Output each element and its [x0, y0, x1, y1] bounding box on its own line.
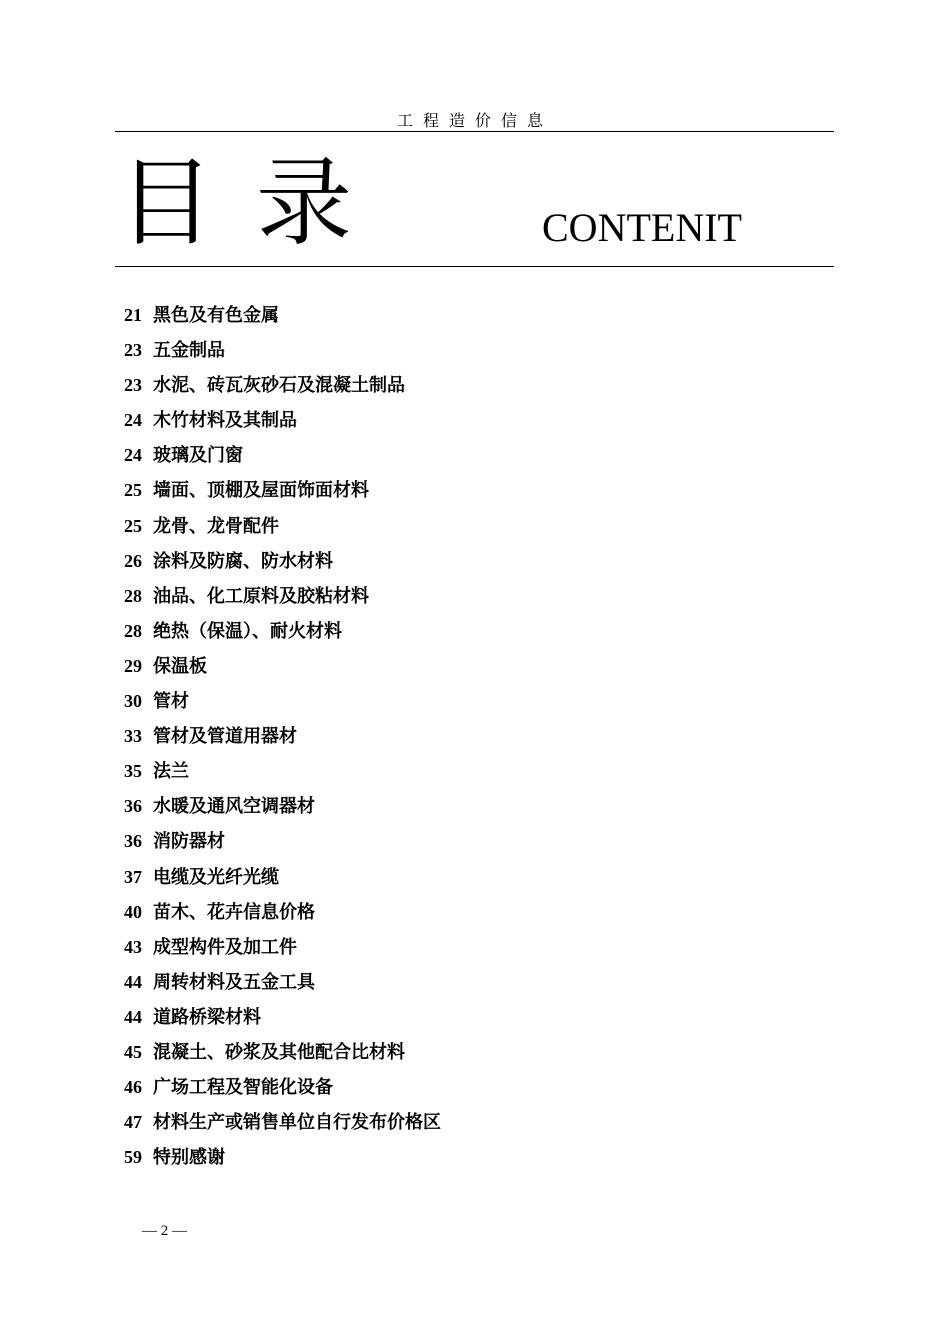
- toc-entry[interactable]: [124, 1035, 824, 1070]
- toc-entry-title: 绝热（保温）、耐火材料: [153, 620, 342, 642]
- toc-page-number: 44: [124, 1006, 142, 1027]
- toc-page-number: 25: [124, 480, 142, 501]
- table-of-contents: [124, 298, 824, 1175]
- toc-entry[interactable]: [124, 544, 824, 579]
- toc-page-number: 35: [124, 761, 142, 782]
- toc-page-number: 25: [124, 515, 142, 536]
- toc-page-number: 33: [124, 726, 142, 747]
- toc-entry[interactable]: [124, 1105, 824, 1140]
- toc-entry-title: 水暖及通风空调器材: [153, 796, 315, 818]
- toc-entry-title: 墙面、顶棚及屋面饰面材料: [153, 480, 369, 502]
- toc-page-number: 45: [124, 1041, 142, 1062]
- toc-entry[interactable]: [124, 298, 824, 333]
- toc-entry-title: 管材及管道用器材: [153, 726, 297, 748]
- toc-entry-title: 水泥、砖瓦灰砂石及混凝土制品: [153, 375, 405, 397]
- toc-page-number: 23: [124, 340, 142, 361]
- toc-entry[interactable]: [124, 1140, 824, 1175]
- toc-page-number: 37: [124, 866, 142, 887]
- toc-entry-title: 消防器材: [153, 831, 225, 853]
- toc-entry[interactable]: [124, 965, 824, 1000]
- toc-entry-title: 法兰: [153, 761, 189, 783]
- toc-page-number: 29: [124, 655, 142, 676]
- toc-page-number: 28: [124, 585, 142, 606]
- header-rule: [115, 131, 834, 132]
- running-header: 工程造价信息: [396, 111, 553, 130]
- toc-page-number: 23: [124, 375, 142, 396]
- toc-page-number: 43: [124, 936, 142, 957]
- toc-page-number: 21: [124, 305, 142, 325]
- toc-page-number: 46: [124, 1077, 142, 1098]
- toc-entry[interactable]: [124, 579, 824, 614]
- toc-entry-title: 混凝土、砂浆及其他配合比材料: [153, 1041, 405, 1063]
- toc-entry-title: 五金制品: [153, 340, 225, 362]
- toc-entry[interactable]: [124, 473, 824, 508]
- toc-page-number: 47: [124, 1112, 142, 1133]
- toc-entry-title: 木竹材料及其制品: [153, 410, 297, 432]
- toc-page-number: 30: [124, 691, 142, 712]
- toc-entry[interactable]: [124, 754, 824, 789]
- toc-entry-title: 管材: [153, 691, 189, 713]
- toc-entry-title: 玻璃及门窗: [153, 445, 243, 467]
- toc-entry[interactable]: [124, 824, 824, 859]
- toc-entry[interactable]: [124, 614, 824, 649]
- toc-entry-title: 广场工程及智能化设备: [153, 1077, 333, 1099]
- toc-entry[interactable]: [124, 368, 824, 403]
- toc-entry[interactable]: [124, 930, 824, 965]
- toc-entry[interactable]: [124, 438, 824, 473]
- toc-page-number: 36: [124, 796, 142, 817]
- toc-page-number: 44: [124, 971, 142, 992]
- toc-entry[interactable]: [124, 860, 824, 895]
- toc-entry-title: 电缆及光纤光缆: [153, 866, 279, 888]
- toc-entry[interactable]: [124, 333, 824, 368]
- title-rule: [115, 266, 834, 267]
- page-title-english: CONTENIT: [542, 205, 742, 250]
- toc-entry-title: 材料生产或销售单位自行发布价格区: [153, 1112, 441, 1134]
- toc-entry-title: 涂料及防腐、防水材料: [153, 550, 333, 572]
- page-title: 目录: [118, 147, 394, 259]
- toc-entry-title: 龙骨、龙骨配件: [153, 515, 279, 537]
- toc-entry[interactable]: [124, 509, 824, 544]
- toc-entry-title: 特别感谢: [153, 1147, 225, 1169]
- toc-entry-title: 周转材料及五金工具: [153, 971, 315, 993]
- toc-entry-title: 道路桥梁材料: [153, 1006, 261, 1028]
- toc-entry[interactable]: [124, 719, 824, 754]
- toc-page-number: 24: [124, 410, 142, 431]
- toc-entry-title: 保温板: [153, 655, 207, 677]
- toc-entry[interactable]: [124, 789, 824, 824]
- toc-page-number: 28: [124, 620, 142, 641]
- page-number: — 2 —: [142, 1223, 187, 1239]
- toc-entry-title: 黑色及有色金属: [153, 305, 279, 326]
- toc-entry[interactable]: [124, 684, 824, 719]
- toc-entry-title: 成型构件及加工件: [153, 936, 297, 958]
- toc-entry-title: 苗木、花卉信息价格: [153, 901, 315, 923]
- toc-page-number: 36: [124, 831, 142, 852]
- toc-entry-title: 油品、化工原料及胶粘材料: [153, 585, 369, 607]
- toc-page-number: 24: [124, 445, 142, 466]
- toc-page-number: 59: [124, 1147, 142, 1168]
- toc-entry[interactable]: [124, 649, 824, 684]
- toc-entry[interactable]: [124, 1070, 824, 1105]
- toc-entry[interactable]: [124, 895, 824, 930]
- toc-entry[interactable]: [124, 1000, 824, 1035]
- toc-page-number: 26: [124, 550, 142, 571]
- toc-entry[interactable]: [124, 403, 824, 438]
- toc-page-number: 40: [124, 901, 142, 922]
